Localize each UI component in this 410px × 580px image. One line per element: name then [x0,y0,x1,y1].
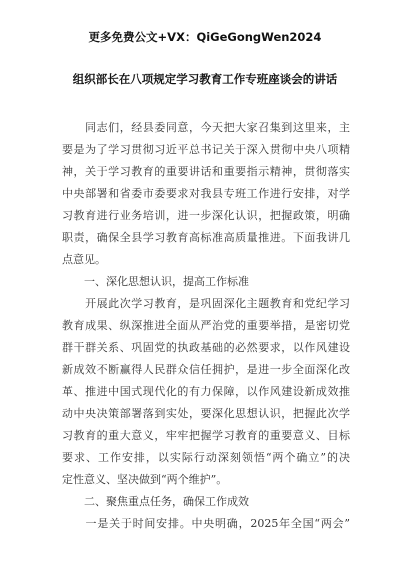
body-text-line: 定性意义、坚决做到“两个维护”。 [62,473,228,486]
body-text-line: 点意见。 [62,253,106,266]
body-text-line: 群干群关系、巩固党的执政基础的必然要求，以作风建设 [62,341,350,354]
document-title: 组织部长在八项规定学习教育工作专班座谈会的讲话 [72,72,338,86]
body-text-line: 中央部署和省委市委要求对我县专班工作进行安排，对学 [62,187,350,200]
page-header: 更多免费公文+VX：QiGeGongWen2024 [88,30,322,44]
body-text-line: 二、聚焦重点任务，确保工作成效 [62,495,249,508]
body-text-line: 教育成果、纵深推进全面从严治党的重要举措，是密切党 [62,319,350,332]
body-text-line: 职责，确保全县学习教育高标准高质量推进。下面我讲几 [62,231,350,244]
body-text-line: 习教育的重大意义，牢牢把握学习教育的重要意义、目标 [62,429,350,442]
body-text-line: 新成效不断赢得人民群众信任拥护，是进一步全面深化改 [62,363,350,376]
body-text-line: 革、推进中国式现代化的有力保障，以作风建设新成效推 [62,385,350,398]
body-text-line: 一、深化思想认识，提高工作标准 [62,275,249,288]
body-text-line: 要是为了学习贯彻习近平总书记关于深入贯彻中央八项精 [62,143,350,156]
body-text-line: 习教育进行业务培训，进一步深化认识，把握政策，明确 [62,209,350,222]
body-text-line: 开展此次学习教育，是巩固深化主题教育和党纪学习 [62,297,350,310]
body-text-line: 动中央决策部署落到实处，要深化思想认识，把握此次学 [62,407,350,420]
body-text-line: 同志们，经县委同意，今天把大家召集到这里来，主 [62,121,350,134]
body-text-line: 要求、工作安排，以实际行动深刻领悟“两个确立”的决 [62,451,350,464]
document-body [62,117,350,535]
body-text-line: 神，关于学习教育的重要讲话和重要指示精神，贯彻落实 [62,165,350,178]
body-text-line: 一是关于时间安排。中央明确，2025年全国“两会” [62,517,350,530]
